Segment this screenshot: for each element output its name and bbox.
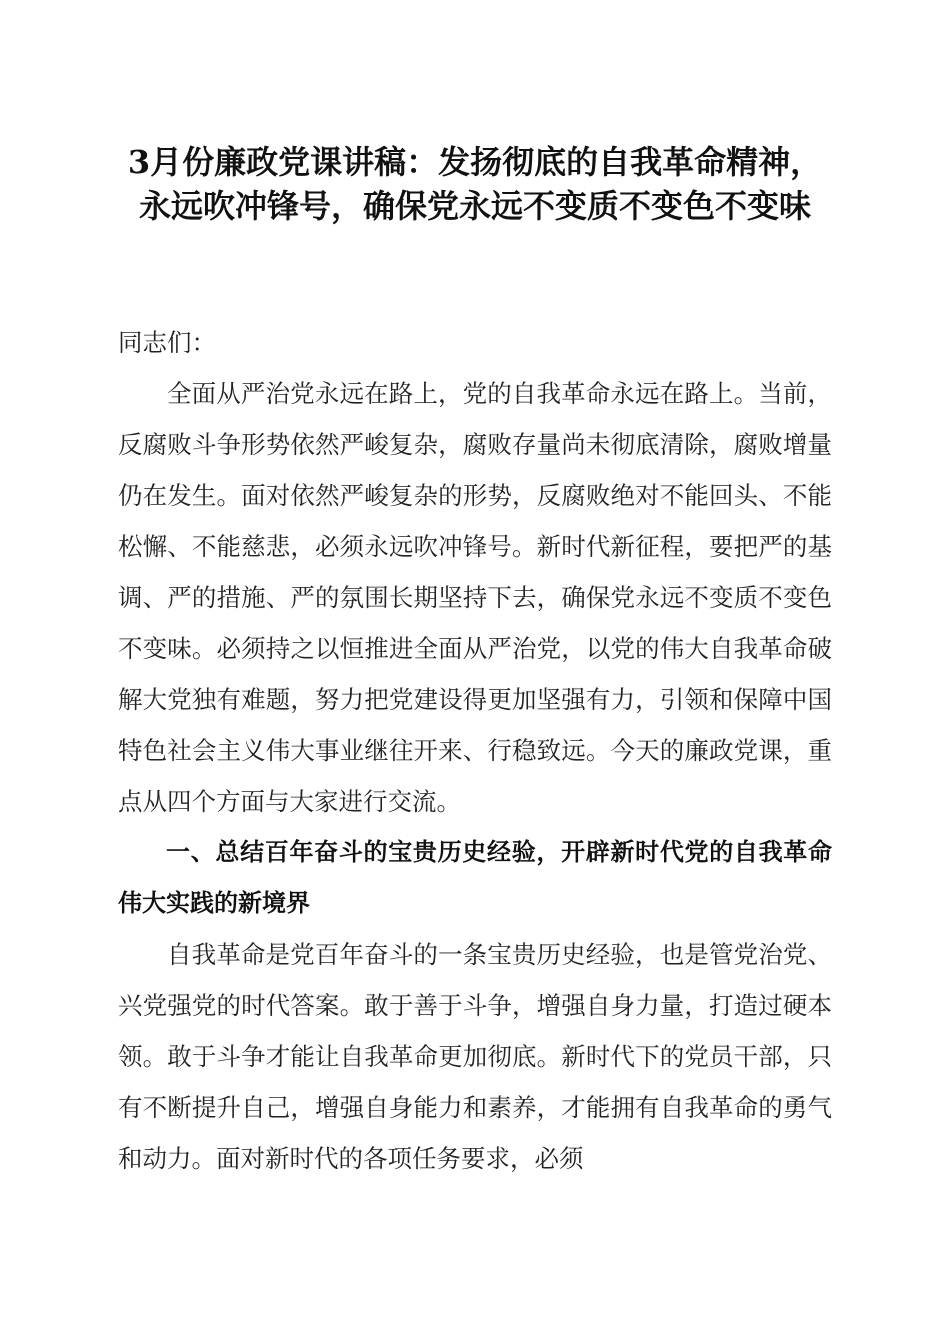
section-1-paragraph: 自我革命是党百年奋斗的一条宝贵历史经验，也是管党治党、兴党强党的时代答案。敢于善于斗争，增强自身力量，打造过硬本领。敢于斗争才能让自我革命更加彻底。新时代下的党员干部，只有不断提升自己，增强自身能力和素养，才能拥有自我革命的勇气和动力。面对新时代的各项任务要求，必须 xyxy=(118,940,832,1173)
document-body xyxy=(118,317,832,1184)
section-heading-1: 一、总结百年奋斗的宝贵历史经验，开辟新时代党的自我革命伟大实践的新境界 xyxy=(118,838,832,917)
salutation: 同志们： xyxy=(118,328,216,357)
intro-paragraph: 全面从严治党永远在路上，党的自我革命永远在路上。当前，反腐败斗争形势依然严峻复杂，腐败存量尚未彻底清除，腐败增量仍在发生。面对依然严峻复杂的形势，反腐败绝对不能回头、不能松懈、不能慈悲，必须永远吹冲锋号。新时代新征程，要把严的基调、严的措施、严的氛围长期坚持下去，确保党永远不变质不变色不变味。必须持之以恒推进全面从严治党，以党的伟大自我革命破解大党独有难题，努力把党建设得更加坚强有力，引领和保障中国特色社会主义伟大事业继往开来、行稳致远。今天的廉政党课，重点从四个方面与大家进行交流。 xyxy=(118,379,832,816)
document-title: 3月份廉政党课讲稿：发扬彻底的自我革命精神，永远吹冲锋号，确保党永远不变质不变色不变味 xyxy=(127,143,823,225)
